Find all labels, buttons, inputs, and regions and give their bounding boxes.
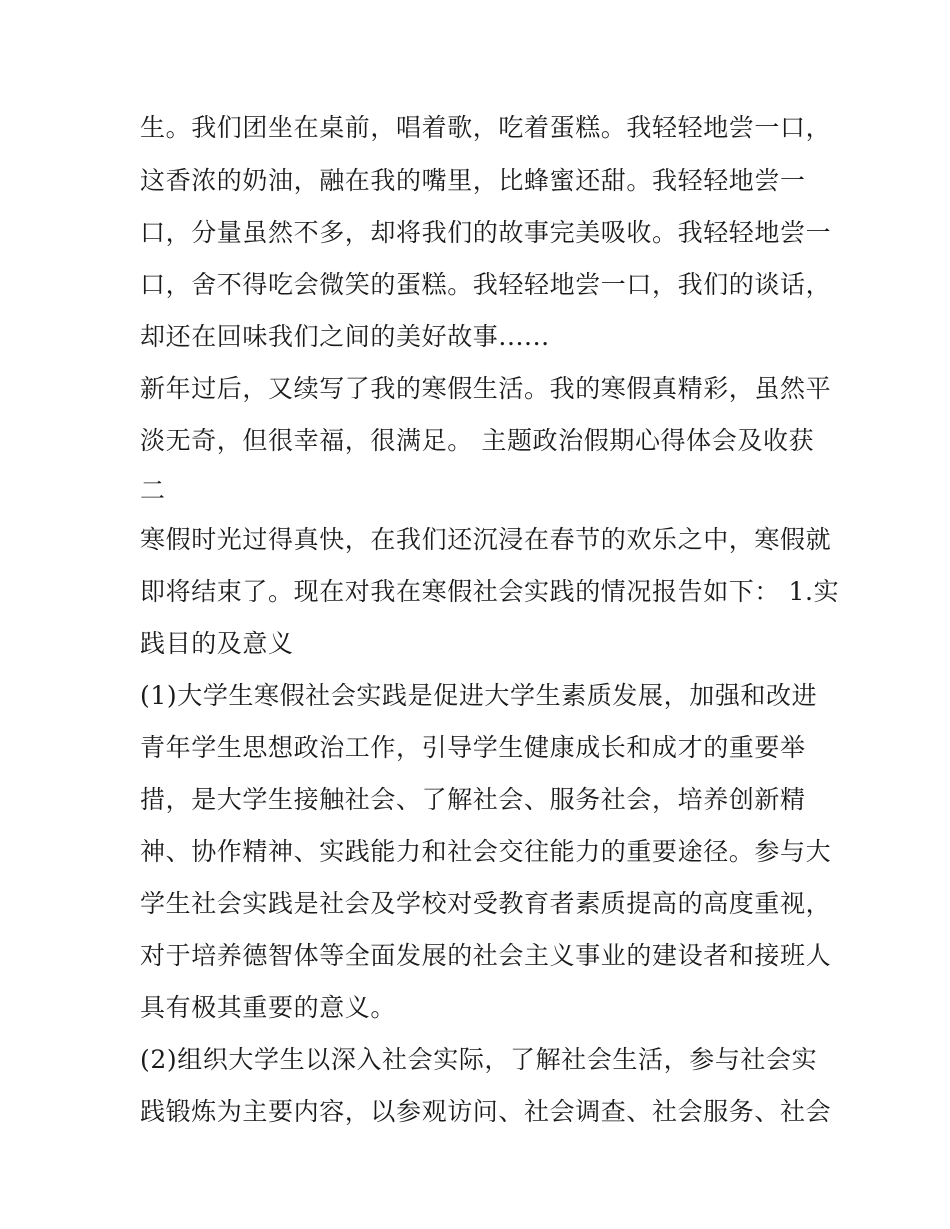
text-line: 淡无奇，但很幸福，很满足。 主题政治假期心得体会及收获 <box>140 426 815 455</box>
text-line: (1)大学生寒假社会实践是促进大学生素质发展，加强和改进 <box>140 681 818 710</box>
text-line: 口，分量虽然不多，却将我们的故事完美吸收。我轻轻地尝一 <box>140 218 832 247</box>
text-line: 对于培养德智体等全面发展的社会主义事业的建设者和接班人 <box>140 941 832 970</box>
text-line: 学生社会实践是社会及学校对受教育者素质提高的高度重视， <box>140 889 832 918</box>
text-line: 神、协作精神、实践能力和社会交往能力的重要途径。参与大 <box>140 837 832 866</box>
text-line: 践目的及意义 <box>140 629 294 658</box>
text-line: 即将结束了。现在对我在寒假社会实践的情况报告如下： 1.实 <box>140 577 840 606</box>
text-line: 口，舍不得吃会微笑的蛋糕。我轻轻地尝一口，我们的谈话， <box>140 270 832 299</box>
text-line: 二 <box>140 476 166 505</box>
text-line: 寒假时光过得真快，在我们还沉浸在春节的欢乐之中，寒假就 <box>140 525 832 554</box>
text-line: 措，是大学生接触社会、了解社会、服务社会，培养创新精 <box>140 785 806 814</box>
text-line: 践锻炼为主要内容，以参观访问、社会调查、社会服务、社会 <box>140 1097 832 1126</box>
text-line: 青年学生思想政治工作，引导学生健康成长和成才的重要举 <box>140 733 806 762</box>
text-line: 具有极其重要的意义。 <box>140 993 397 1022</box>
text-line: 新年过后，又续写了我的寒假生活。我的寒假真精彩，虽然平 <box>140 374 832 403</box>
text-line: (2)组织大学生以深入社会实际，了解社会生活，参与社会实 <box>140 1045 818 1074</box>
text-line: 却还在回味我们之间的美好故事...... <box>140 322 550 351</box>
text-line: 这香浓的奶油，融在我的嘴里，比蜂蜜还甜。我轻轻地尝一 <box>140 166 806 195</box>
text-line: 生。我们团坐在桌前，唱着歌，吃着蛋糕。我轻轻地尝一口， <box>140 113 832 142</box>
